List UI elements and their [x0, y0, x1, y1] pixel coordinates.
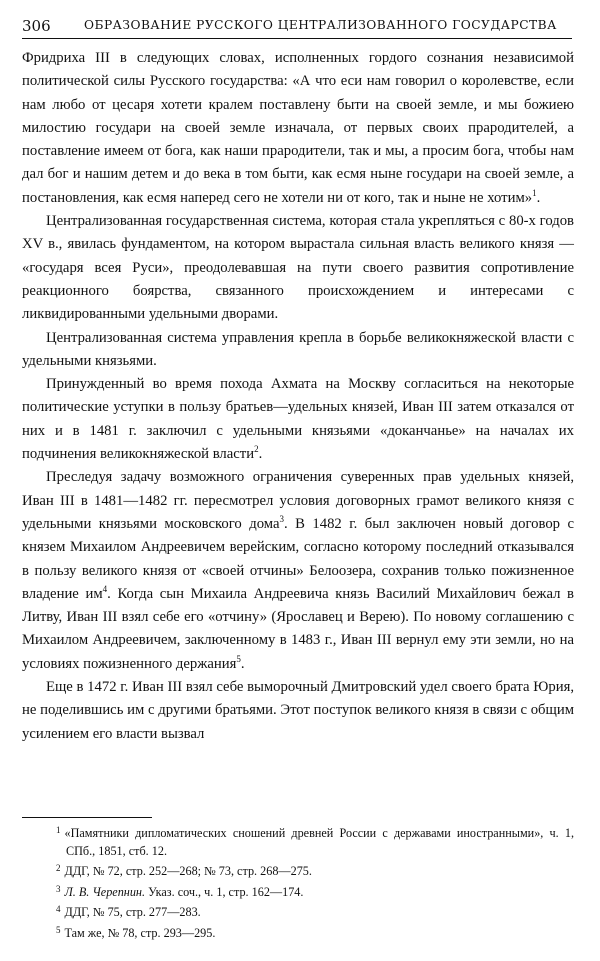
running-head	[22, 14, 572, 39]
paragraph-5: Преследуя задачу возможного ограничения суверенных прав удельных князей, Иван III в 1481—1482 гг. пересмотрел условия договорных грамот великого князя с удельными князьями московского дома$^3$. В 1482 г. был заключен новый договор с князем Михаилом Андреевичем верейским, согласно которому последний отказывался в пользу великого князя от «своей отчины» Белоозера, сохранив только пожизненное владение $им^4$. Когда сын Михаила Андреевича князь Василий Михайлович бежал в Литву, Иван III взял себе его «отчину» (Ярославец и Верею). По новому соглашению с Михаилом Андреевичем, заключенному в 1483 г., Иван III вернул ему эти земли, но на условиях пожизненного держания$^5$.	[22, 469, 574, 672]
paragraph-text: Централизованная государственная система, которая стала укрепляться с 80-х годов XV в., явилась фундаментом, на котором вырастала сильная власть великого князя — «государя всея Руси», преодолевавшая на пути своего развития сопротивление реакционного боярства, связанного происхождением и интересами с ликвидированными удельными дворами.	[22, 213, 574, 323]
footnote-4	[22, 901, 574, 922]
footnote-mark: 1	[56, 825, 61, 835]
footnote-ref-5: 5	[236, 653, 241, 664]
paragraph-text: Еще в 1472 г. Иван III взял себе выморочный Дмитровский удел своего брата Юрия, не поделившись им с другими братьями. Этот поступок великого князя в связи с общим усилением его власти вызвал	[22, 679, 574, 742]
paragraph-text: Централизованная система управления крепла в борьбе великокняжеской власти с удельными князьями.	[22, 329, 574, 369]
paragraph-2	[22, 210, 574, 326]
running-title: ОБРАЗОВАНИЕ РУССКОГО ЦЕНТРАЛИЗОВАННОГО ГОСУДАРСТВА	[84, 18, 557, 32]
paragraph-text-cont2: . Когда сын Михаила Андреевича князь Василий Михайлович бежал в Литву, Иван III взял себе его «отчину» (Ярославец и Верею). По новому соглашению с Михаилом Андреевичем, заключенному в 1483 г., Иван III вернул ему эти земли, но на условиях пожизненного держания	[22, 585, 574, 672]
paragraph-3	[22, 327, 574, 374]
footnote-2	[22, 860, 574, 881]
footnote-ref-4: 4	[102, 583, 108, 594]
paragraph-text: Преследуя задачу возможного ограничения суверенных прав удельных князей, Иван III в 1481—1482 гг. пересмотрел условия договорных грамот великого князя с удельными князьями московского дома	[22, 469, 574, 532]
footnote-text: Указ. соч., ч. 1, стр. 162—174.	[148, 884, 304, 899]
footnote-5	[22, 922, 574, 943]
footnote-mark: 3	[56, 883, 61, 894]
footnote-divider	[22, 817, 152, 818]
footnote-mark: 2	[56, 863, 61, 874]
footnote-author: Л. В. Черепнин.	[64, 884, 146, 899]
footnote-text: «Памятники дипломатических сношений древней России с державами иностранными», ч. 1, СПб., 1851, стб. 12.	[64, 826, 574, 858]
footnote-ref-1: 1	[532, 187, 537, 198]
footnote-3	[22, 881, 574, 902]
footnotes	[22, 822, 574, 943]
footnote-mark: 5	[56, 924, 61, 935]
footnote-text: ДДГ, № 72, стр. 252—268; № 73, стр. 268—275.	[64, 864, 312, 879]
paragraph-1: Фридриха III в следующих словах, исполненных гордого сознания независимой политической силы Русского государства: «А что еси нам говорил о королевстве, если нам любо от цесаря хотети кралем поставлену быти на своей земле, и мы божиею милостию государи на своей земле изначала, от первых своих прародителей, а поставление имеем от бога, как наши прародители, так и мы, а просим бога, чтобы нам дал бог и нашим детем и до века в том быти, как есмя ныне государи на своей земле, а постановления, как есмя наперед сего не хотели ни от кого, так и ныне не хотим»$^1$.	[22, 50, 574, 206]
paragraph-4: Принужденный во время похода Ахмата на Москву согласиться на некоторые политические уступки в пользу братьев—удельных князей, Иван III затем отказался от них и в 1481 г. заключил с удельными князьями «доканчанье» на началах их подчинения великокняжеской власти$^2$.	[22, 376, 574, 463]
paragraph-text: Принужденный во время похода Ахмата на Москву согласиться на некоторые политические уступки в пользу братьев—удельных князей, Иван III затем отказался от них и в 1481 г. заключил с удельными князьями «доканчанье» на началах их подчинения великокняжеской власти	[22, 376, 574, 463]
paragraph-6	[22, 676, 574, 746]
footnote-text: Там же, № 78, стр. 293—295.	[64, 925, 216, 940]
footnote-1	[22, 822, 574, 860]
paragraph-text: Фридриха III в следующих словах, исполненных гордого сознания независимой политической силы Русского государства: «А что еси нам говорил о королевстве, если нам любо от цесаря хотети кралем поставлену быти на своей земле, и мы божиею милостию государи на своей земле изначала, от первых своих прародителей, а поставление имеем от бога, как наши прародители, так и мы, а просим бога, чтобы нам дал бог и нашим детем и до века в том быти, как есмя ныне государи на своей земле, а постановления, как есмя наперед сего не хотели ни от кого, так и ныне не хотим»	[22, 50, 574, 206]
footnote-text: ДДГ, № 75, стр. 277—283.	[64, 905, 201, 920]
main-text	[22, 47, 574, 746]
footnote-ref-3: 3	[279, 513, 284, 524]
paragraph-text-cont: . В 1482 г. был заключен новый договор с князем Михаилом Андреевичем верейским, согласно которому последний отказывался в пользу великого князя от «своей отчины» Белоозера, сохранив только пожизненное владение им	[22, 515, 574, 602]
page-number: 306	[22, 17, 51, 35]
footnote-mark: 4	[56, 904, 61, 915]
footnote-ref-2: 2	[254, 444, 259, 455]
